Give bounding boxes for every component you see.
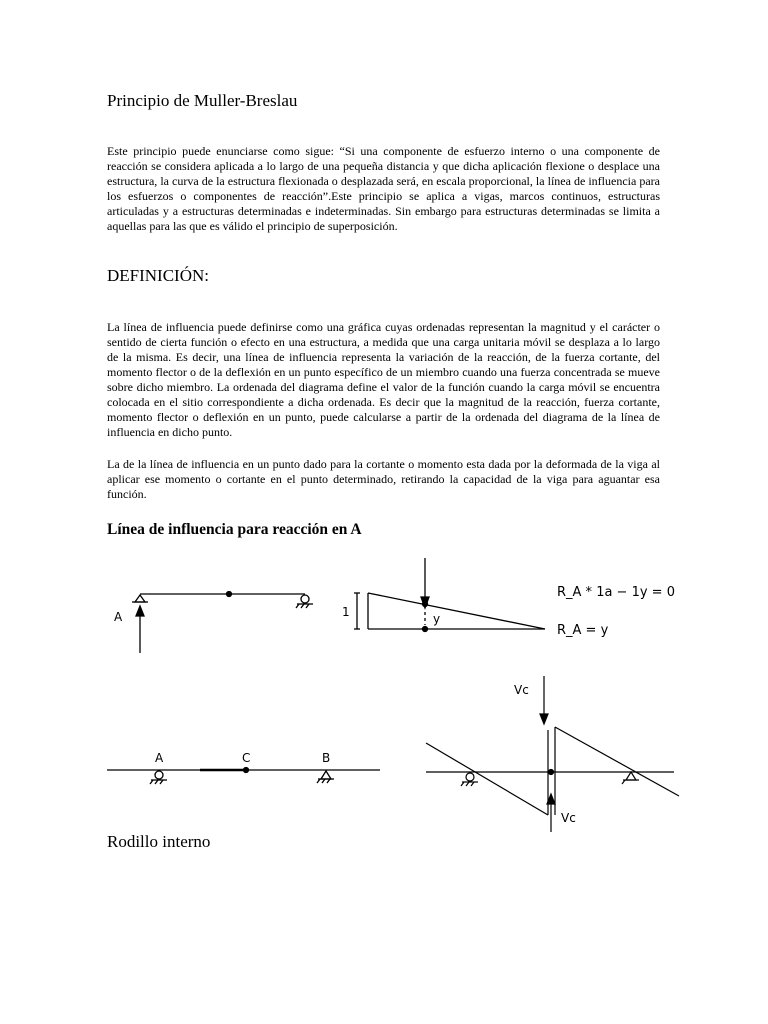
label-c: C — [242, 751, 251, 765]
label-vc-top: Vc — [514, 683, 529, 697]
section-subheading: Línea de influencia para reacción en A — [107, 521, 362, 538]
beam-diagram-internal-roller — [107, 768, 380, 785]
label-a: A — [155, 751, 164, 765]
roller-support-icon — [461, 773, 478, 786]
label-y: y — [433, 612, 441, 626]
definition-heading: DEFINICIÓN: — [107, 266, 209, 285]
pin-support-icon — [132, 595, 148, 602]
reaction-arrow-head — [136, 606, 144, 616]
influence-line-reaction — [354, 558, 545, 632]
footer-heading: Rodillo interno — [107, 832, 211, 851]
label-unit-one: 1 — [342, 605, 350, 619]
beam-hinge-dot — [227, 592, 232, 597]
equation-2: R_A = y — [557, 623, 609, 638]
pin-support-icon — [317, 771, 334, 783]
label-vc-bottom: Vc — [561, 811, 576, 825]
intro-paragraph: Este principio puede enunciarse como sigue: “Si una componente de esfuerzo interno o una componente de reacción se considera aplicada a lo largo de una pequeña distancia y que dicha aplicación flexione o desplace una estructura, la curva de la estructura flexionada o desplazada será, en escala proporcional, la línea de influencia para los esfuerzos o componentes de reacción”.Este principio se aplica a vigas, marcos continuos, estructuras articuladas y a estructuras determinadas e indeterminadas. Sin embargo para estructuras determinadas se limita a aquellas para las que es válido el principio de superposición. — [107, 144, 660, 233]
definition-paragraph-1: La línea de influencia puede definirse como una gráfica cuyas ordenadas representan la magnitud y el carácter o sentido de cierta función o efecto en una estructura, a medida que una carga unitaria móvil se desplaza a lo largo de la misma. Es decir, una línea de influencia representa la variación de la reacción, de la fuerza cortante, del momento flector o de la deflexión en un punto específico de un miembro cuando una fuerza concentrada se mueve sobre dicho miembro. La ordenada del diagrama define el valor de la función cuando la carga móvil se encuentra colocada en el sitio correspondiente a dicha ordenada. Es decir que la magnitud de la reacción, fuerza cortante, momento flector o deflexión en un punto, puede calcularse a partir de la ordenada del diagrama de la línea de influencia en dicho punto. — [107, 320, 660, 439]
page-title: Principio de Muller-Breslau — [107, 91, 298, 110]
label-a-left: A — [114, 610, 123, 624]
beam-diagram-reaction — [132, 592, 313, 654]
influence-line-shear — [426, 676, 679, 832]
definition-paragraph-2: La de la línea de influencia en un punto dado para la cortante o momento esta dada por la deformada de la viga al aplicar ese momento o cortante en el punto determinado, retirando la capacidad de la viga para aguantar esa función. — [107, 457, 660, 501]
roller-support-icon — [150, 771, 167, 784]
roller-support-icon — [296, 595, 313, 608]
label-b: B — [322, 751, 331, 765]
pin-support-icon — [622, 772, 639, 784]
equation-1: R_A * 1a − 1y = 0 — [557, 585, 675, 600]
